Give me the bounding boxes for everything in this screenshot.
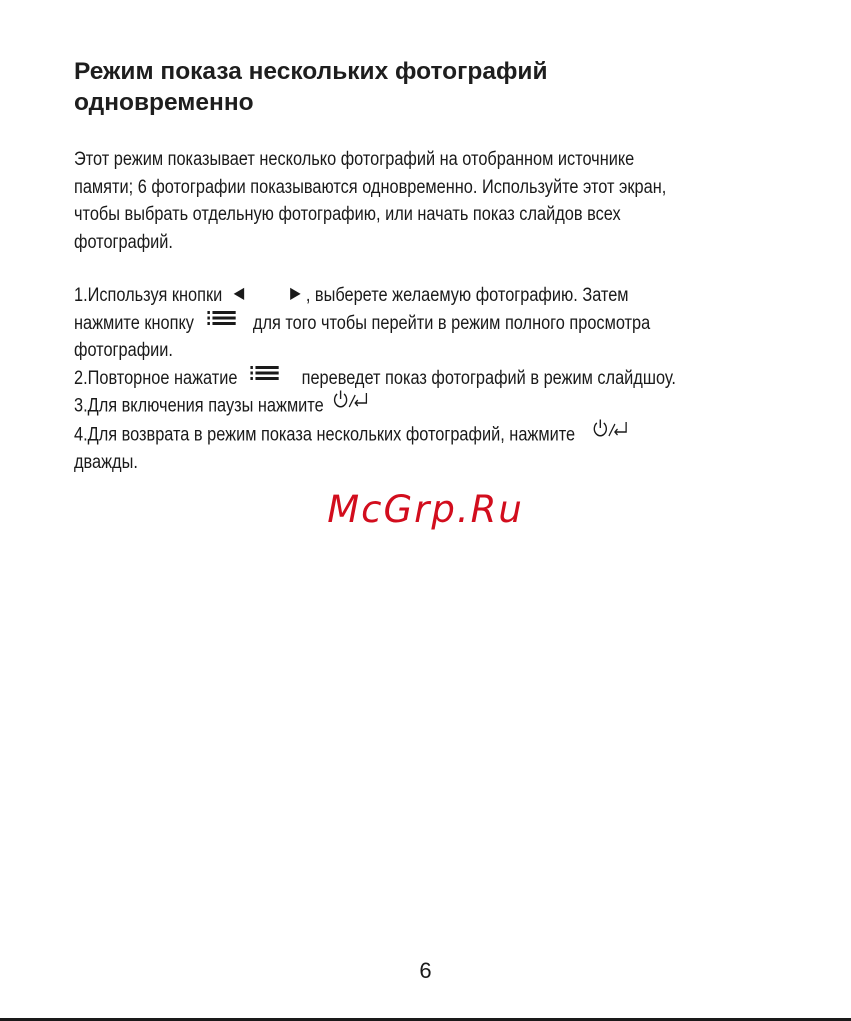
- step-2-line: [74, 365, 831, 393]
- menu-icon: [207, 307, 236, 335]
- section-title: [74, 56, 794, 118]
- step-1-text-b: , выберете желаемую фотографию. Затем: [305, 285, 629, 306]
- steps-list: [74, 282, 831, 477]
- step-1-line-1: [74, 282, 831, 310]
- right-triangle-icon: ▶: [290, 284, 301, 302]
- step-3-line: [74, 392, 831, 421]
- step-2-text-b: переведет показ фотографий в режим слайдшоу.: [301, 367, 676, 389]
- power-return-icon: [592, 418, 633, 447]
- step-1-text-a: 1.Используя кнопки: [74, 285, 223, 306]
- power-return-icon: [332, 389, 373, 418]
- intro-line-4: фотографий.: [74, 231, 173, 253]
- intro-line-2: памяти; 6 фотографии показываются одновременно. Используйте этот экран,: [74, 176, 667, 198]
- title-line-1: Режим показа нескольких фотографий: [74, 58, 548, 85]
- step-3-text-a: 3.Для включения паузы нажмите: [74, 395, 324, 417]
- step-1-text-c: нажмите кнопку: [74, 312, 194, 334]
- intro-paragraph: [74, 146, 831, 256]
- step-4-line-2: дважды.: [74, 452, 138, 474]
- step-2-text-a: 2.Повторное нажатие: [74, 367, 238, 389]
- step-1-line-2: [74, 310, 831, 338]
- watermark-text: McGrp.Ru: [327, 488, 524, 531]
- menu-icon: [251, 362, 280, 390]
- intro-line-1: Этот режим показывает несколько фотографий на отобранном источнике: [74, 149, 635, 170]
- title-line-2: одновременно: [74, 89, 254, 116]
- step-4-text-a: 4.Для возврата в режим показа нескольких фотографий, нажмите: [74, 424, 576, 446]
- left-triangle-icon: ◀: [233, 284, 245, 302]
- step-4-line-1: [74, 421, 831, 450]
- step-1-text-d: для того чтобы перейти в режим полного просмотра: [252, 312, 651, 334]
- intro-line-3: чтобы выбрать отдельную фотографию, или начать показ слайдов всех: [74, 204, 621, 225]
- step-1-line-3: фотографии.: [74, 340, 173, 362]
- page-number: 6: [419, 958, 432, 983]
